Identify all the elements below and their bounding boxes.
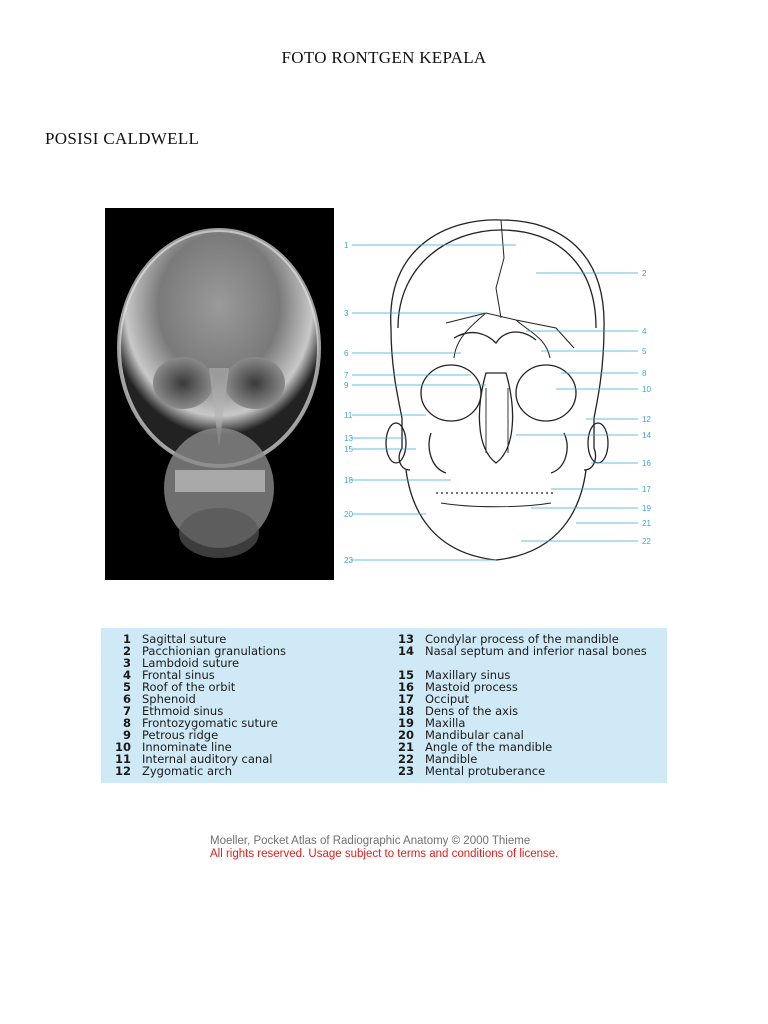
source-credit	[210, 835, 558, 861]
legend-text: Sagittal suture	[142, 632, 227, 646]
diagram-label: 15	[344, 445, 353, 454]
diagram-label: 20	[344, 510, 353, 519]
legend-number: 10	[114, 740, 131, 754]
legend-right-column	[384, 632, 647, 778]
legend-text: Frontal sinus	[142, 668, 215, 682]
legend-text: Zygomatic arch	[142, 764, 233, 778]
legend-text: Mandible	[425, 752, 478, 766]
legend-left-column	[101, 632, 287, 778]
legend-number: 17	[397, 692, 414, 706]
legend-number: 12	[114, 764, 131, 778]
legend-text: Angle of the mandible	[425, 740, 553, 754]
legend-text: Mastoid process	[425, 680, 518, 694]
legend-text: Nasal septum and inferior nasal bones	[425, 644, 647, 658]
diagram-label: 13	[344, 434, 353, 443]
legend-number: 9	[122, 728, 131, 742]
legend-text: Petrous ridge	[142, 728, 219, 742]
diagram-label: 14	[642, 431, 651, 440]
legend-text: Lambdoid suture	[142, 656, 240, 670]
diagram-label: 10	[642, 385, 651, 394]
diagram-label: 17	[642, 485, 651, 494]
legend-number: 5	[122, 680, 131, 694]
legend-text: Roof of the orbit	[142, 680, 236, 694]
credit-line-2: All rights reserved. Usage subject to terms and conditions of license.	[210, 848, 559, 860]
diagram-label: 3	[344, 309, 349, 318]
document-title: FOTO RONTGEN KEPALA	[281, 48, 487, 67]
legend-number: 20	[397, 728, 414, 742]
legend-text: Ethmoid sinus	[142, 704, 224, 718]
diagram-label: 7	[344, 371, 349, 380]
legend-number: 19	[397, 716, 414, 730]
legend-number: 3	[122, 656, 131, 670]
legend-text: Internal auditory canal	[142, 752, 273, 766]
diagram-label: 23	[344, 556, 353, 565]
diagram-label: 18	[344, 476, 353, 485]
legend-number: 23	[397, 764, 414, 778]
legend-number: 7	[122, 704, 131, 718]
diagram-label: 11	[344, 411, 353, 420]
legend-text: Pacchionian granulations	[142, 644, 287, 658]
legend-row	[101, 764, 233, 778]
diagram-label: 21	[642, 519, 651, 528]
credit-line-1: Moeller, Pocket Atlas of Radiographic Anatomy © 2000 Thieme	[210, 835, 531, 847]
diagram-label: 22	[642, 537, 651, 546]
legend-text: Maxillary sinus	[425, 668, 511, 682]
diagram-label: 19	[642, 504, 651, 513]
legend-text: Maxilla	[425, 716, 466, 730]
legend-number: 14	[397, 644, 414, 658]
legend-text: Mandibular canal	[425, 728, 524, 742]
diagram-label: 5	[642, 347, 647, 356]
legend-text: Occiput	[425, 692, 469, 706]
diagram-label: 16	[642, 459, 651, 468]
legend-text: Condylar process of the mandible	[425, 632, 619, 646]
legend-number: 2	[122, 644, 131, 658]
legend-text: Dens of the axis	[425, 704, 519, 718]
legend-number: 6	[122, 692, 131, 706]
legend-text: Mental protuberance	[425, 764, 546, 778]
legend-number: 18	[397, 704, 414, 718]
legend-text: Frontozygomatic suture	[142, 716, 278, 730]
diagram-label: 12	[642, 415, 651, 424]
legend-text: Sphenoid	[142, 692, 196, 706]
diagram-label: 8	[642, 369, 647, 378]
diagram-label: 6	[344, 349, 349, 358]
legend-number: 15	[397, 668, 414, 682]
legend-number: 13	[397, 632, 414, 646]
skull-xray-image	[105, 208, 334, 580]
legend-number: 11	[114, 752, 131, 766]
diagram-label: 1	[344, 241, 349, 250]
legend-table	[101, 628, 667, 783]
legend-number: 4	[122, 668, 131, 682]
legend-number: 22	[397, 752, 414, 766]
diagram-label: 4	[642, 327, 647, 336]
legend-row	[384, 644, 647, 669]
legend-number: 1	[122, 632, 131, 646]
diagram-label: 2	[642, 269, 647, 278]
skull-anatomy-diagram	[336, 208, 656, 580]
legend-number: 21	[397, 740, 414, 754]
legend-row	[384, 764, 546, 778]
legend-number: 8	[122, 716, 131, 730]
section-heading: POSISI CALDWELL	[45, 129, 200, 148]
diagram-label: 9	[344, 381, 349, 390]
legend-text: Innominate line	[142, 740, 232, 754]
legend-number: 16	[397, 680, 414, 694]
